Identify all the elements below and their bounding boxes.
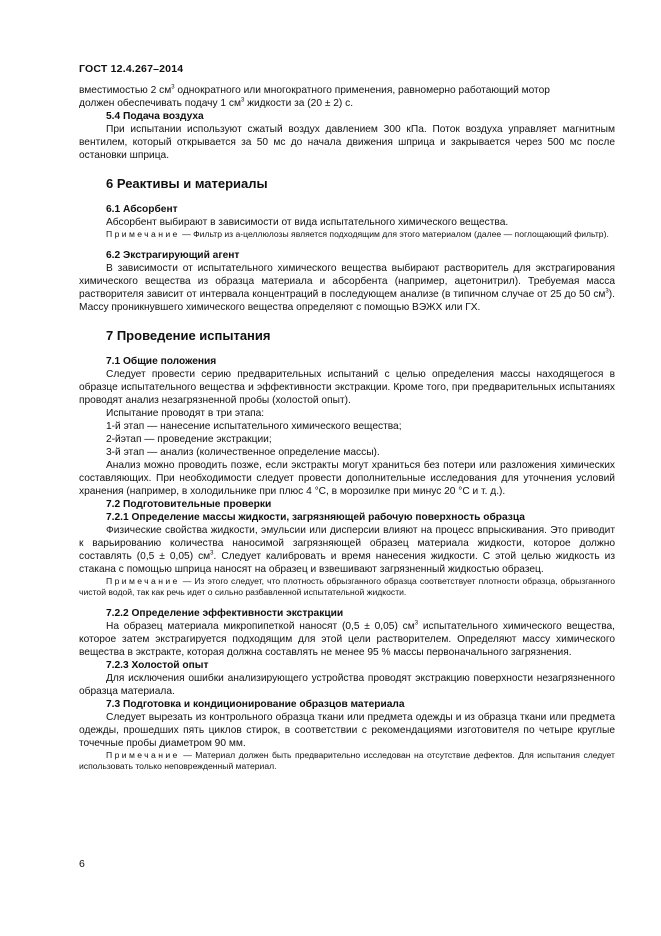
paragraph-7-2-3: Для исключения ошибки анализирующего устройства проводят экстракцию поверхности незагрязненного образца материала. [79,673,615,697]
list-item-stage-1: 1-й этап — нанесение испытательного химического вещества; [106,421,402,432]
subsection-title-7-2-1: 7.2.1 Определение массы жидкости, загрязняющей рабочую поверхность образца [106,512,525,523]
subsection-title-7-2-3: 7.2.3 Холостой опыт [106,660,209,671]
paragraph-7-1-a: Следует провести серию предварительных испытаний с целью определения массы находящегося в образце испытательного вещества и эффективности экстракции. Кроме того, при предварительных испытаниях проводят анализ незагрязненной пробы (холостой опыт). [79,369,615,406]
page-number: 6 [79,858,85,870]
list-item-stage-2: 2-йэтап — проведение экстракции; [106,434,272,445]
list-item-stage-3: 3-й этап — анализ (количественное определение массы). [106,447,380,458]
paragraph-5-4: При испытании используют сжатый воздух давлением 300 кПа. Поток воздуха управляет магнитным вентилем, который открывается за 50 мс до начала движения шприца и закрывается через 500 мс после остановки шприца. [79,124,615,161]
subsection-title-5-4: 5.4 Подача воздуха [106,111,204,122]
note-label: Примечание [106,576,180,586]
note-6-1: Примечание — Фильтр из а-целлюлозы является подходящим для этого материалом (далее — поглощающий фильтр). [106,229,609,239]
paragraph-6-2: В зависимости от испытательного химического вещества выбирают растворитель для экстрагирования химического вещества из образца материала и абсорбента (например, ацетонитрил). Требуемая масса растворителя зависит от интервала концентраций в последующем анализе (в типичном случае от 25 до 50 $см^3$). Массу проникнувшего химического вещества определяют с помощью ВЭЖХ или ГХ. [79,263,615,313]
section-title-7: 7 Проведение испытания [106,328,271,343]
paragraph-7-2-1: Физические свойства жидкости, эмульсии или дисперсии влияют на процесс впрыскивания. Это приводит к варьированию количества наносимой загрязняющей образец материала жидкости, которое должно составлять (0,5 ± 0,05) $см^3$. Следует калибровать и время нанесения жидкости. С этой целью жидкость из стакана с помощью шприца наносят на образец и взвешивают загрязненный жидкостью образец. [79,525,615,575]
subsection-title-6-1: 6.1 Абсорбент [106,204,178,215]
page-content [79,84,615,773]
standard-header: ГОСТ 12.4.267–2014 [79,63,184,75]
note-7-2-1: Примечание — Из этого следует, что плотность обрызганного образца соответствует плотности образца, обрызганного чистой водой, так как речь идет о сильно разбавленной испытательной жидкости. [79,576,615,597]
note-label: Примечание [106,229,180,239]
subsection-title-7-2: 7.2 Подготовительные проверки [106,499,272,510]
note-7-3: Примечание — Материал должен быть предварительно исследован на отсутствие дефектов. Для испытания следует использовать только неповрежденный материал. [79,750,615,771]
subsection-title-7-1: 7.1 Общие положения [106,356,217,367]
subsection-title-7-3: 7.3 Подготовка и кондиционирование образцов материала [106,699,405,710]
paragraph-7-2-2: На образец материала микропипеткой наносят (0,5 ± 0,05) $см^3$ испытательного химического вещества, которое затем экстрагируется подходящим для этой цели растворителем. Определяют массу химического вещества в экстракте, которая должна составлять не менее 95 % массы первоначального загрязнения. [79,620,615,658]
paragraph-7-1-c: Анализ можно проводить позже, если экстракты могут храниться без потери или разложения химических составляющих. При необходимости следует провести дополнительные исследования для уточнения условий хранения (например, в холодильнике при плюс 4 °С, в морозилке при минус 20 °С и т. д.). [79,460,615,497]
paragraph-6-1: Абсорбент выбирают в зависимости от вида испытательного химического вещества. [106,217,509,228]
subsection-title-7-2-2: 7.2.2 Определение эффективности экстракции [106,608,344,619]
paragraph-7-3: Следует вырезать из контрольного образца ткани или предмета одежды и из образца ткани или предмета одежды, прошедших пять циклов стирок, в соответствии с рекомендациями изготовителя по четыре круглые точечные пробы диаметром 90 мм. [79,712,615,749]
section-title-6: 6 Реактивы и материалы [106,176,268,191]
note-label: Примечание [106,750,180,760]
subsection-title-6-2: 6.2 Экстрагирующий агент [106,250,240,261]
intro-paragraph: вместимостью 2 $см^3$ однократного или многократного применения, равномерно работающий мотор должен обеспечивать подачу 1 $см^3$ жидкости за (20 ± 2) с. [79,84,550,109]
paragraph-7-1-b: Испытание проводят в три этапа: [106,408,265,419]
